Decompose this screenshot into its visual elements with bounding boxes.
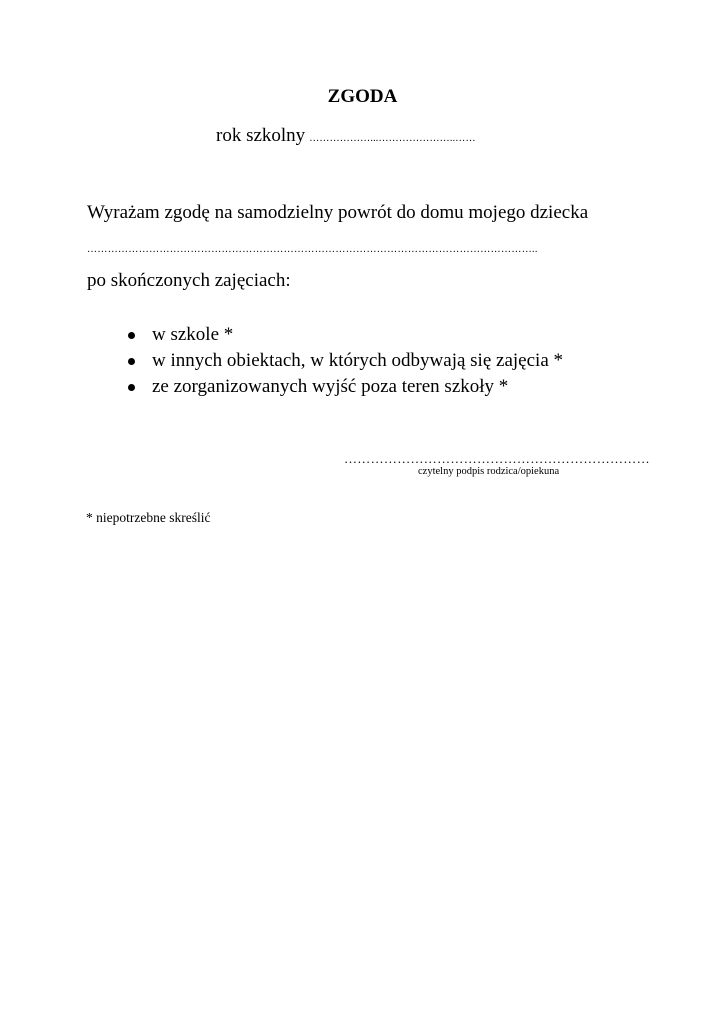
signature-caption: czytelny podpis rodzica/opiekuna <box>418 466 560 477</box>
options-list <box>128 322 563 400</box>
after-classes-text: po skończonych zajęciach: <box>87 270 291 291</box>
consent-text: Wyrażam zgodę na samodzielny powrót do domu mojego dziecka <box>87 202 589 223</box>
child-name-field[interactable]: ………………………………………………………………………………………………………………….. <box>87 244 538 255</box>
option-item-other-facilities[interactable] <box>128 348 563 374</box>
option-label: w innych obiektach, w których odbywają się zajęcia * <box>152 350 563 371</box>
school-year-field[interactable]: ………………...…………………..…… <box>309 133 476 144</box>
signature-field[interactable]: …………………………………………………………… <box>344 451 650 466</box>
school-year-line <box>216 125 476 147</box>
option-item-school[interactable] <box>128 322 563 348</box>
bullet-icon <box>128 358 135 365</box>
option-label: w szkole * <box>152 324 234 345</box>
school-year-label: rok szkolny <box>216 125 306 146</box>
bullet-icon <box>128 384 135 391</box>
option-item-organized-trips[interactable] <box>128 374 563 400</box>
document-title: ZGODA <box>327 86 398 107</box>
option-label: ze zorganizowanych wyjść poza teren szkoły * <box>152 376 509 397</box>
footnote: * niepotrzebne skreślić <box>86 510 211 525</box>
bullet-icon <box>128 332 135 339</box>
